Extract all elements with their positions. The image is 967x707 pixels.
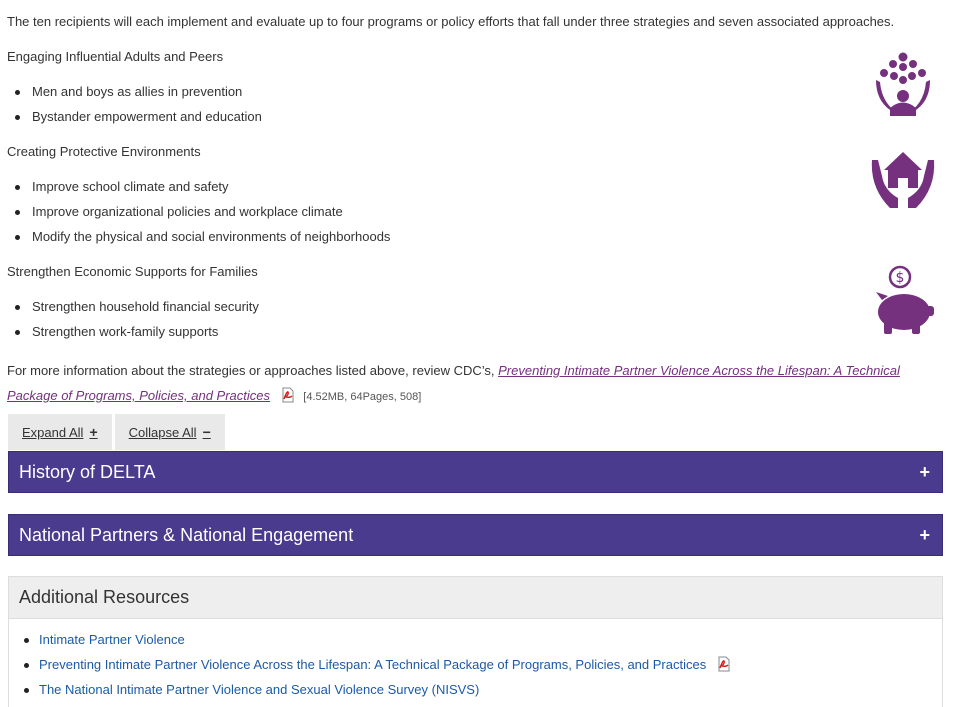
resource-link[interactable]: The National Intimate Partner Violence and Sexual Violence Survey (NISVS) <box>39 682 480 697</box>
svg-text:$: $ <box>895 270 905 286</box>
minus-icon: − <box>202 424 211 440</box>
list-item <box>9 656 942 674</box>
list-item <box>9 631 942 649</box>
plus-icon: + <box>919 461 930 482</box>
technical-package-link[interactable]: Preventing Intimate Partner Violence Across the Lifespan: A Technical Package of Programs, Policies, and Practices <box>7 363 900 403</box>
strategy-title: Engaging Influential Adults and Peers <box>7 49 224 64</box>
plus-icon: + <box>919 524 930 545</box>
accordion-history-of-delta[interactable] <box>8 451 943 493</box>
list-item: Improve school climate and safety <box>7 178 867 196</box>
strategy-approaches <box>7 83 867 126</box>
panel-title: Additional Resources <box>9 577 942 619</box>
list-item: Modify the physical and social environments of neighborhoods <box>7 228 867 246</box>
additional-resources-panel <box>8 576 943 707</box>
expand-all-button[interactable] <box>8 414 112 450</box>
list-item <box>9 681 942 699</box>
strategy-title: Strengthen Economic Supports for Families <box>7 264 258 279</box>
pdf-icon <box>280 387 296 403</box>
expand-all-label: Expand All <box>22 424 84 440</box>
accordion-title: History of DELTA <box>19 461 156 482</box>
people-group-icon <box>868 50 938 120</box>
accordion-national-partners[interactable] <box>8 514 943 556</box>
piggy-bank-icon <box>868 264 938 334</box>
list-item: Improve organizational policies and workplace climate <box>7 203 867 221</box>
resource-link[interactable]: Intimate Partner Violence <box>39 632 185 647</box>
strategy-approaches <box>7 298 867 341</box>
more-info <box>7 358 947 410</box>
hands-house-icon <box>868 146 938 216</box>
resources-list <box>9 619 942 699</box>
strategy-title: Creating Protective Environments <box>7 144 201 159</box>
strategy-engaging <box>7 48 867 133</box>
list-item: Strengthen household financial security <box>7 298 867 316</box>
list-item: Bystander empowerment and education <box>7 108 867 126</box>
pdf-icon <box>716 656 732 672</box>
collapse-all-label: Collapse All <box>128 424 197 440</box>
list-item: Men and boys as allies in prevention <box>7 83 867 101</box>
intro-text: The ten recipients will each implement and evaluate up to four programs or policy efforts that fall under three strategies and seven associated approaches. <box>7 14 895 29</box>
plus-icon: + <box>89 424 98 440</box>
collapse-all-button[interactable] <box>115 414 225 450</box>
more-info-prefix: For more information about the strategies or approaches listed above, review CDC’s, <box>7 363 495 378</box>
accordion-title: National Partners & National Engagement <box>19 524 354 545</box>
strategy-approaches <box>7 178 867 246</box>
resource-link[interactable]: Preventing Intimate Partner Violence Across the Lifespan: A Technical Package of Programs, Policies, and Practices <box>39 657 707 672</box>
list-item: Strengthen work-family supports <box>7 323 867 341</box>
strategy-economic <box>7 263 867 348</box>
file-meta: [4.52MB, 64Pages, 508] <box>303 391 422 403</box>
strategy-protective <box>7 143 867 253</box>
accordion-controls <box>8 414 225 450</box>
